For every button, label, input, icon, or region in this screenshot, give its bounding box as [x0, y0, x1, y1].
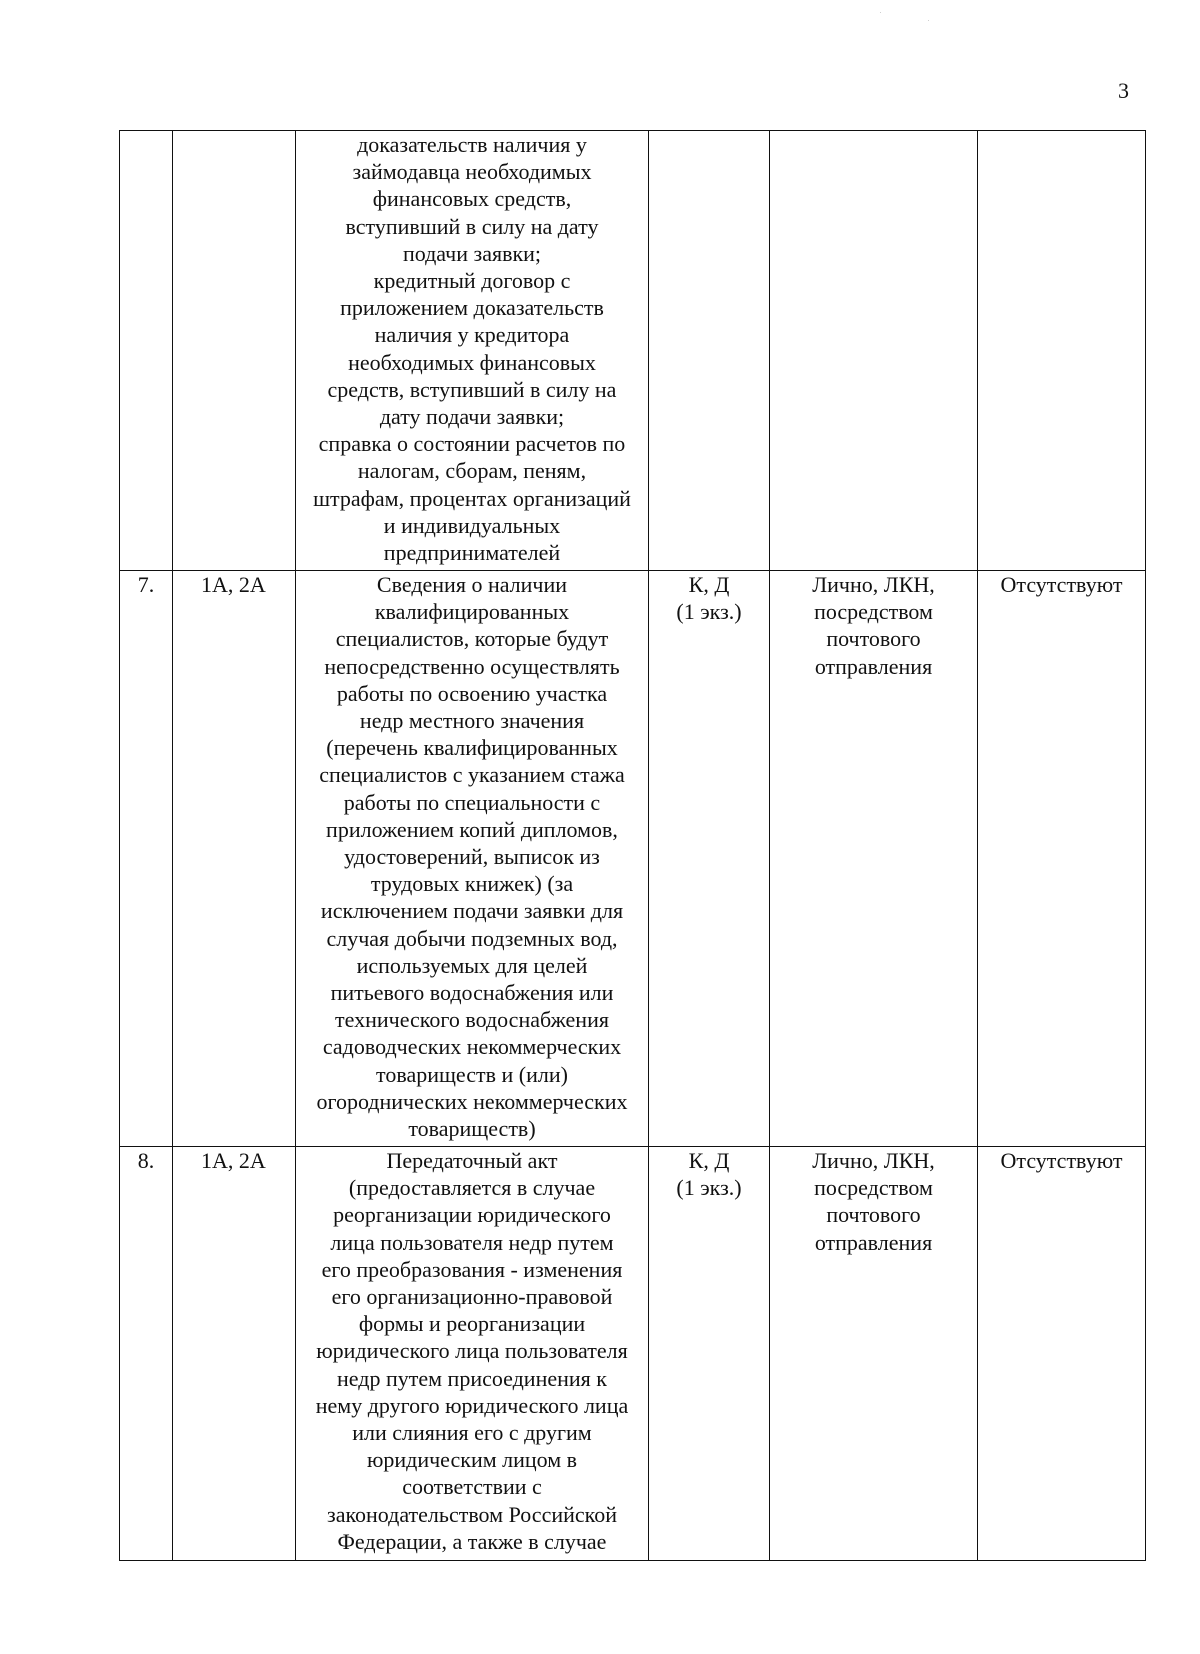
- text-line: (перечень квалифицированных: [326, 735, 618, 761]
- category-code-cell: 1А, 2А: [173, 1147, 296, 1561]
- text-line: Федерации, а также в случае: [337, 1528, 607, 1554]
- submission-method-cell: [770, 131, 978, 571]
- text-line: недр местного значения: [359, 708, 585, 734]
- text-line: товариществ): [408, 1116, 536, 1142]
- text-line: штрафам, процентах организаций: [313, 485, 631, 511]
- text-line: его организационно-правовой: [331, 1284, 613, 1310]
- text-line: средств, вступивший в силу на: [327, 376, 617, 402]
- submission-form-cell: [649, 571, 770, 1147]
- text-line: квалифицированных: [374, 599, 570, 625]
- text-line: отправления: [814, 1229, 933, 1255]
- text-line: исключением подачи заявки для: [320, 898, 624, 924]
- text-line: отправления: [814, 653, 933, 679]
- text-line: специалистов с указанием стажа: [319, 762, 625, 788]
- text-line: огороднических некоммерческих: [316, 1088, 628, 1114]
- text-line: кредитный договор с: [373, 268, 571, 294]
- document-description-cell: [296, 1147, 649, 1561]
- table-row: [120, 571, 1146, 1147]
- text-line: работы по специальности с: [343, 789, 601, 815]
- row-number-cell: 7.: [120, 571, 173, 1147]
- text-line: посредством: [814, 599, 933, 625]
- text-line: необходимых финансовых: [348, 349, 596, 375]
- text-line: юридическим лицом в: [366, 1447, 578, 1473]
- text-line: реорганизации юридического: [333, 1202, 611, 1228]
- text-line: почтового: [826, 626, 921, 652]
- text-line: (предоставляется в случае: [348, 1175, 596, 1201]
- row-number-cell: [120, 131, 173, 571]
- text-line: приложением доказательств: [340, 295, 604, 321]
- text-line: лица пользователя недр путем: [330, 1229, 614, 1255]
- text-line: садоводческих некоммерческих: [322, 1034, 622, 1060]
- text-line: Лично, ЛКН,: [812, 1148, 935, 1173]
- text-line: Передаточный акт: [386, 1148, 558, 1173]
- text-line: приложением копий дипломов,: [326, 816, 618, 842]
- table-row: [120, 1147, 1146, 1561]
- text-line: трудовых книжек) (за: [370, 871, 574, 897]
- text-line: удостоверений, выписок из: [344, 844, 600, 870]
- text-line: (1 экз.): [676, 599, 742, 625]
- text-line: непосредственно осуществлять: [324, 653, 620, 679]
- text-line: товариществ и (или): [376, 1061, 568, 1087]
- scan-speck: [880, 12, 881, 13]
- text-line: займодавца необходимых: [352, 159, 592, 185]
- text-line: К, Д: [688, 572, 730, 597]
- text-line: Сведения о наличии: [376, 572, 568, 597]
- category-code-cell: [173, 131, 296, 571]
- submission-form-cell: [649, 1147, 770, 1561]
- text-line: юридического лица пользователя: [316, 1338, 628, 1364]
- text-line: или слияния его с другим: [352, 1420, 592, 1446]
- text-line: наличия у кредитора: [374, 322, 570, 348]
- text-line: используемых для целей: [356, 952, 588, 978]
- text-line: (1 экз.): [676, 1175, 742, 1201]
- text-line: случая добычи подземных вод,: [326, 925, 618, 951]
- text-line: соответствии с: [402, 1474, 542, 1500]
- text-line: работы по освоению участка: [336, 680, 608, 706]
- scan-speck: [928, 20, 929, 21]
- text-line: справка о состоянии расчетов по: [318, 431, 626, 457]
- text-line: финансовых средств,: [372, 186, 572, 212]
- document-description-cell: [296, 571, 649, 1147]
- text-line: предпринимателей: [383, 540, 561, 566]
- category-code-cell: 1А, 2А: [173, 571, 296, 1147]
- text-line: К, Д: [688, 1148, 730, 1173]
- text-line: технического водоснабжения: [335, 1007, 609, 1033]
- text-line: специалистов, которые будут: [335, 626, 609, 652]
- submission-form-cell: [649, 131, 770, 571]
- text-line: питьевого водоснабжения или: [330, 980, 614, 1006]
- text-line: дату подачи заявки;: [379, 404, 565, 430]
- text-line: нему другого юридического лица: [315, 1392, 629, 1418]
- text-line: и индивидуальных: [383, 512, 561, 538]
- document-description-cell: [296, 131, 649, 571]
- refusal-grounds-cell: Отсутствуют: [978, 1147, 1146, 1561]
- text-line: подачи заявки;: [402, 240, 542, 266]
- submission-method-cell: [770, 571, 978, 1147]
- text-line: посредством: [814, 1175, 933, 1201]
- text-line: доказательств наличия у: [357, 132, 587, 157]
- requirements-table: [119, 130, 1146, 1561]
- text-line: формы и реорганизации: [358, 1311, 586, 1337]
- text-line: Лично, ЛКН,: [812, 572, 935, 597]
- row-number-cell: 8.: [120, 1147, 173, 1561]
- text-line: недр путем присоединения к: [337, 1365, 607, 1391]
- refusal-grounds-cell: [978, 131, 1146, 571]
- text-line: почтового: [826, 1202, 921, 1228]
- text-line: вступивший в силу на дату: [345, 213, 599, 239]
- submission-method-cell: [770, 1147, 978, 1561]
- text-line: налогам, сборам, пеням,: [357, 458, 587, 484]
- page-number: 3: [1118, 78, 1129, 103]
- table-row: [120, 131, 1146, 571]
- text-line: законодательством Российской: [327, 1501, 617, 1527]
- refusal-grounds-cell: Отсутствуют: [978, 571, 1146, 1147]
- text-line: его преобразования - изменения: [321, 1256, 623, 1282]
